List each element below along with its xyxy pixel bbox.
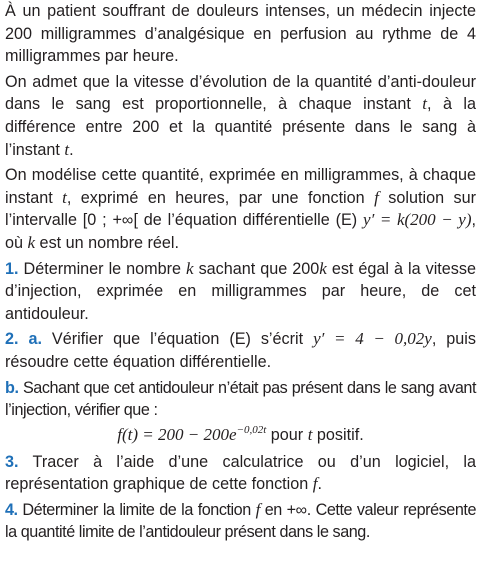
model-paragraph: [5, 164, 476, 254]
variable-t: t: [422, 94, 428, 114]
solution-formula: [5, 422, 476, 448]
model-text-cont: , où: [5, 211, 477, 252]
question-text-end: en +∞. Cette valeur représente la quantité limite de l’antidouleur présent dans le sang.: [5, 500, 476, 542]
question-1: [5, 258, 476, 326]
intro-paragraph: [5, 0, 476, 68]
variable-k: k: [186, 258, 194, 278]
question-text: Déterminer la limite de la fonction: [17, 500, 256, 519]
question-number: 2. a.: [5, 330, 42, 349]
rewritten-equation: y′ = 4 − 0,02y: [313, 329, 432, 349]
formula-text: pour: [266, 425, 308, 444]
function-f: f: [312, 474, 318, 494]
model-text: On modélise cette quantité, exprimée en milligrammes, à chaque instant: [5, 166, 476, 207]
punctuation: .: [317, 475, 323, 494]
model-text-cont: solution sur l’intervalle [0 ; +∞[ de l’équation différentielle (E): [5, 188, 476, 230]
model-text-cont: , exprimé en heures, par une fonction: [66, 188, 375, 207]
question-text-end: est égal à la vitesse d’injection, exprimée en milligrammes par heure, de cet antidouleur.: [5, 259, 476, 323]
variable-t: t: [62, 187, 67, 207]
function-f: f: [255, 499, 260, 519]
variable-k: k: [319, 258, 327, 278]
assumption-paragraph: [5, 71, 476, 161]
variable-t: t: [307, 424, 313, 444]
differential-equation: y′ = k(200 − y): [363, 210, 472, 230]
question-text: Déterminer le nombre: [18, 259, 187, 278]
question-number: b.: [5, 378, 19, 397]
formula-exponent: −0,02t: [236, 423, 267, 436]
assumption-text-cont: , à la différence entre 200 et la quantité présente dans le sang à l’instant: [5, 95, 476, 159]
intro-text: À un patient souffrant de douleurs intenses, un médecin injecte 200 milligrammes d’analgésique en perfusion au rythme de 4 milligrammes par heure.: [5, 2, 476, 66]
assumption-text: On admet que la vitesse d’évolution de la quantité d’anti-douleur dans le sang est proportionnelle, à chaque instant: [5, 72, 476, 114]
question-number: 3.: [5, 452, 19, 471]
question-text: Vérifier que l’équation (E) s’écrit: [41, 330, 314, 349]
question-text: Tracer à l’aide d’une calculatrice ou d’un logiciel, la représentation graphique de cette fonction: [5, 452, 476, 494]
variable-k: k: [27, 232, 36, 252]
punctuation: .: [69, 140, 74, 159]
question-text: Sachant que cet antidouleur n’était pas présent dans le sang avant l’injection, vérifier que :: [5, 378, 476, 420]
model-text-end: est un nombre réel.: [35, 233, 180, 252]
formula-text-end: positif.: [312, 425, 364, 444]
question-number: 1.: [5, 259, 19, 278]
question-number: 4.: [5, 500, 18, 519]
function-f: f: [374, 187, 379, 207]
question-3: [5, 451, 476, 496]
question-text-end: , puis résoudre cette équation différentielle.: [5, 330, 476, 371]
question-2b: [5, 377, 476, 422]
formula-expression: f(t) = 200 − 200e: [117, 424, 237, 444]
question-2a: [5, 328, 476, 373]
question-text-cont: sachant que 200: [193, 259, 320, 278]
question-4: [5, 499, 476, 544]
variable-t: t: [64, 139, 70, 159]
